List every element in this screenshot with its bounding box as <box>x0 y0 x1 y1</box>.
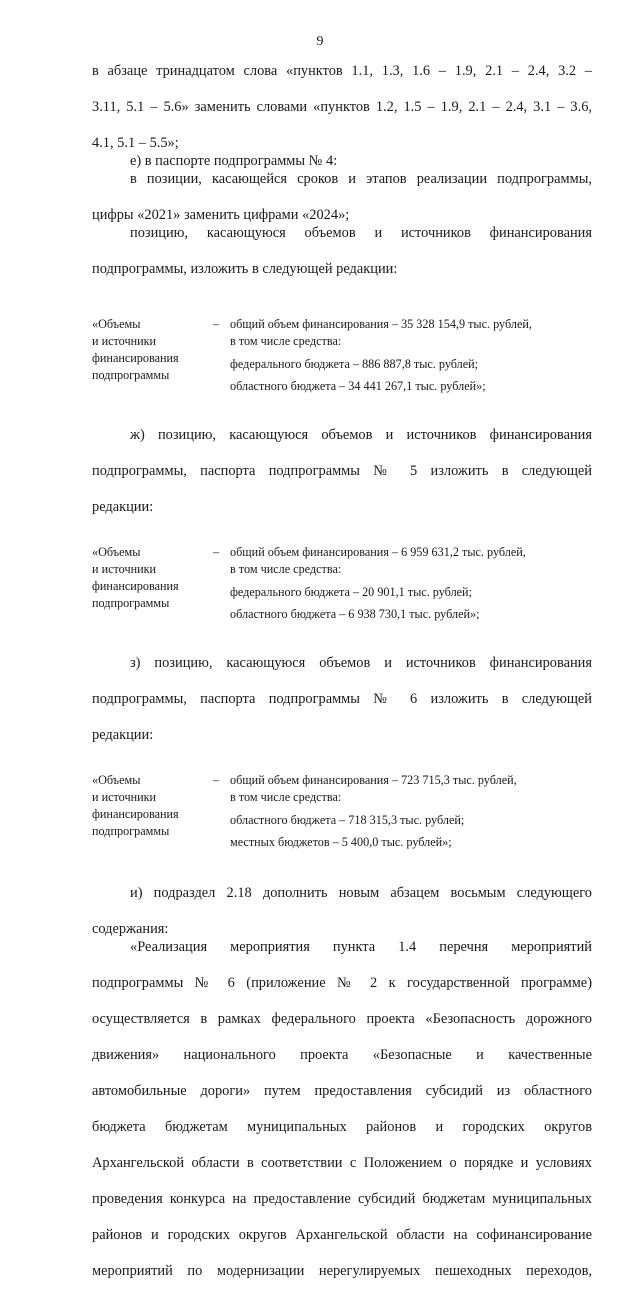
spec-value-line: общий объем финансирования – 35 328 154,9 тыс. рублей, <box>230 317 532 331</box>
text-line: проведения конкурса на предоставление субсидий бюджетам муниципальных <box>92 1191 592 1207</box>
spec-value-line: областного бюджета – 34 441 267,1 тыс. рублей»; <box>230 379 486 393</box>
spec-label-line: «Объемы <box>92 317 141 331</box>
spec-value-line: областного бюджета – 6 938 730,1 тыс. рублей»; <box>230 607 480 621</box>
spec-label <box>92 544 210 612</box>
spec-label-line: «Объемы <box>92 773 141 787</box>
spec-value-line: федерального бюджета – 886 887,8 тыс. рублей; <box>230 357 479 371</box>
spec-label-line: подпрограммы <box>92 824 170 838</box>
text-line: осуществляется в рамках федерального проекта «Безопасность дорожного <box>92 1011 592 1027</box>
text-line: в позиции, касающейся сроков и этапов реализации подпрограммы, <box>130 171 592 187</box>
financing-spec-program-5 <box>92 544 592 626</box>
spec-label-line: и источники <box>92 790 157 804</box>
text-line: редакции: <box>92 727 154 743</box>
spec-label-line: финансирования <box>92 807 179 821</box>
spec-label-line: финансирования <box>92 351 179 365</box>
text-line: е) в паспорте подпрограммы № 4: <box>130 153 338 169</box>
spec-value-line: в том числе средства: <box>230 334 342 348</box>
spec-label-line: подпрограммы <box>92 368 170 382</box>
text-line: движения» национального проекта «Безопасные и качественные <box>92 1047 592 1063</box>
text-line: подпрограммы, паспорта подпрограммы № 6 изложить в следующей <box>92 691 592 707</box>
text-line: бюджета бюджетам муниципальных районов и городских округов <box>92 1119 592 1135</box>
spec-label-line: финансирования <box>92 579 179 593</box>
text-line: «Реализация мероприятия пункта 1.4 перечня мероприятий <box>130 939 592 955</box>
spec-value-line: общий объем финансирования – 6 959 631,2 тыс. рублей, <box>230 545 526 559</box>
spec-value-line: в том числе средства: <box>230 562 342 576</box>
spec-value-line: областного бюджета – 718 315,3 тыс. рублей; <box>230 813 465 827</box>
text-line: автомобильные дороги» путем предоставления субсидий из областного <box>92 1083 592 1099</box>
spec-value <box>230 772 592 851</box>
text-line: 4.1, 5.1 – 5.5»; <box>92 135 179 151</box>
text-line: в абзаце тринадцатом слова «пунктов 1.1, 1.3, 1.6 – 1.9, 2.1 – 2.4, 3.2 – <box>92 63 592 79</box>
spec-value-line: в том числе средства: <box>230 790 342 804</box>
text-line: подпрограммы, паспорта подпрограммы № 5 изложить в следующей <box>92 463 592 479</box>
spec-value <box>230 316 592 395</box>
spec-value-line: местных бюджетов – 5 400,0 тыс. рублей»; <box>230 835 452 849</box>
spec-dash: – <box>213 773 220 787</box>
spec-label-line: и источники <box>92 334 157 348</box>
text-line: и) подраздел 2.18 дополнить новым абзацем восьмым следующего <box>130 885 592 901</box>
spec-label <box>92 772 210 840</box>
text-line: мероприятий по модернизации нерегулируемых пешеходных переходов, <box>92 1263 592 1279</box>
text-line: з) позицию, касающуюся объемов и источников финансирования <box>130 655 592 671</box>
text-line: цифры «2021» заменить цифрами «2024»; <box>92 207 350 223</box>
spec-label-line: и источники <box>92 562 157 576</box>
text-line: районов и городских округов Архангельской области на софинансирование <box>92 1227 592 1243</box>
spec-value-line: общий объем финансирования – 723 715,3 тыс. рублей, <box>230 773 517 787</box>
text-line: 3.11, 5.1 – 5.6» заменить словами «пунктов 1.2, 1.5 – 1.9, 2.1 – 2.4, 3.1 – 3.6, <box>92 99 592 115</box>
text-line: редакции: <box>92 499 154 515</box>
text-line: Архангельской области в соответствии с Положением о порядке и условиях <box>92 1155 592 1171</box>
text-line: ж) позицию, касающуюся объемов и источников финансирования <box>130 427 592 443</box>
financing-spec-program-6 <box>92 772 592 854</box>
spec-dash: – <box>213 545 220 559</box>
spec-dash: – <box>213 317 220 331</box>
page-number: 9 <box>316 34 324 49</box>
text-line: подпрограммы № 6 (приложение № 2 к государственной программе) <box>92 975 592 991</box>
spec-label-line: «Объемы <box>92 545 141 559</box>
financing-spec-program-4 <box>92 316 592 398</box>
text-line: позицию, касающуюся объемов и источников финансирования <box>130 225 592 241</box>
document-body <box>92 62 592 1298</box>
spec-value <box>230 544 592 623</box>
text-line: содержания: <box>92 921 169 937</box>
spec-label <box>92 316 210 384</box>
spec-label-line: подпрограммы <box>92 596 170 610</box>
text-line: подпрограммы, изложить в следующей редакции: <box>92 261 398 277</box>
spec-value-line: федерального бюджета – 20 901,1 тыс. рублей; <box>230 585 472 599</box>
